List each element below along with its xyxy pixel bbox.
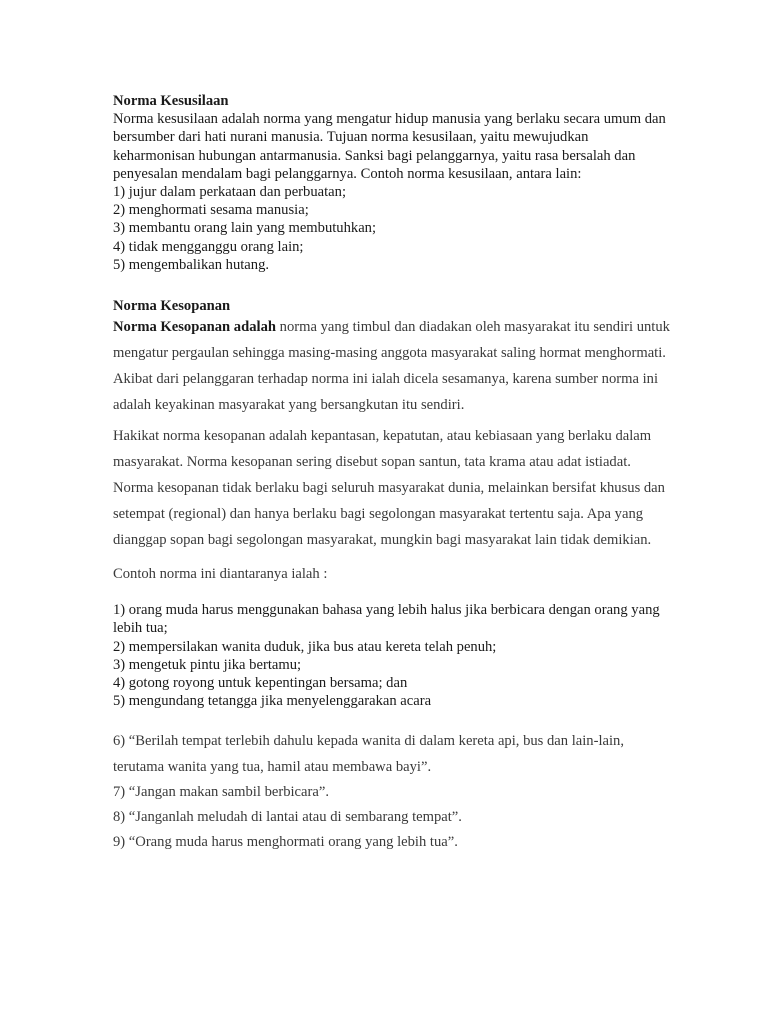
- list-item: 3) mengetuk pintu jika bertamu;: [113, 656, 302, 673]
- kesopanan-examples-list: [113, 601, 673, 710]
- examples-intro: Contoh norma ini diantaranya ialah :: [113, 566, 328, 583]
- kesopanan-paragraphs: [113, 315, 673, 588]
- list-item: 2) menghormati sesama manusia;: [113, 202, 309, 219]
- list-item: 3) membantu orang lain yang membutuhkan;: [113, 220, 377, 237]
- list-item: 1) orang muda harus menggunakan bahasa yang lebih halus jika berbicara dengan orang yang lebih tua;: [113, 602, 660, 637]
- section-kesusilaan: [113, 92, 673, 274]
- list-item: 4) tidak mengganggu orang lain;: [113, 238, 304, 255]
- kesusilaan-body: Norma kesusilaan adalah norma yang mengatur hidup manusia yang berlaku secara umum dan bersumber dari hati nurani manusia. Tujuan norma kesusilaan, yaitu mewujudkan keharmonisan hubungan antarmanusia. Sanksi bagi pelanggarnya, yaitu rasa bersalah dan penyesalan mendalam bagi pelanggarnya. Contoh norma kesusilaan, antara lain:: [113, 111, 666, 182]
- quote-item: 7) “Jangan makan sambil berbicara”.: [113, 783, 329, 800]
- list-item: 1) jujur dalam perkataan dan perbuatan;: [113, 184, 346, 201]
- section-kesopanan-heading-block: [113, 297, 673, 315]
- kesopanan-quotes-list: [113, 729, 673, 855]
- quote-item: 8) “Janganlah meludah di lantai atau di sembarang tempat”.: [113, 809, 462, 826]
- list-item: 5) mengembalikan hutang.: [113, 256, 270, 273]
- list-item: 4) gotong royong untuk kepentingan bersama; dan: [113, 675, 408, 692]
- section-heading-kesusilaan: Norma Kesusilaan: [113, 93, 229, 109]
- quote-item: 9) “Orang muda harus menghormati orang yang lebih tua”.: [113, 834, 458, 851]
- list-item: 5) mengundang tetangga jika menyelenggarakan acara: [113, 693, 432, 710]
- kesopanan-lead-rest: norma yang timbul dan diadakan oleh masyarakat itu sendiri untuk mengatur pergaulan sehingga masing-masing anggota masyarakat saling hormat menghormati. Akibat dari pelanggaran terhadap norma ini ialah dicela sesamanya, karena sumber norma ini adalah keyakinan masyarakat yang bersangkutan itu sendiri.: [113, 319, 670, 413]
- section-heading-kesopanan: Norma Kesopanan: [113, 298, 231, 315]
- document-page: [113, 92, 673, 855]
- kesopanan-lead-paragraph: [113, 315, 673, 418]
- kesopanan-lead-bold: Norma Kesopanan adalah: [113, 319, 276, 336]
- list-item: 2) mempersilakan wanita duduk, jika bus atau kereta telah penuh;: [113, 638, 497, 655]
- kesopanan-paragraph-2: Hakikat norma kesopanan adalah kepantasan, kepatutan, atau kebiasaan yang berlaku dalam masyarakat. Norma kesopanan sering disebut sopan santun, tata krama atau adat istiadat. Norma kesopanan tidak berlaku bagi seluruh masyarakat dunia, melainkan bersifat khusus dan setempat (regional) dan hanya berlaku bagi segolongan masyarakat tertentu saja. Apa yang dianggap sopan bagi segolongan masyarakat, mungkin bagi masyarakat lain tidak demikian.: [113, 428, 665, 548]
- quote-item: 6) “Berilah tempat terlebih dahulu kepada wanita di dalam kereta api, bus dan lain-lain, terutama wanita yang tua, hamil atau membawa bayi”.: [113, 733, 624, 775]
